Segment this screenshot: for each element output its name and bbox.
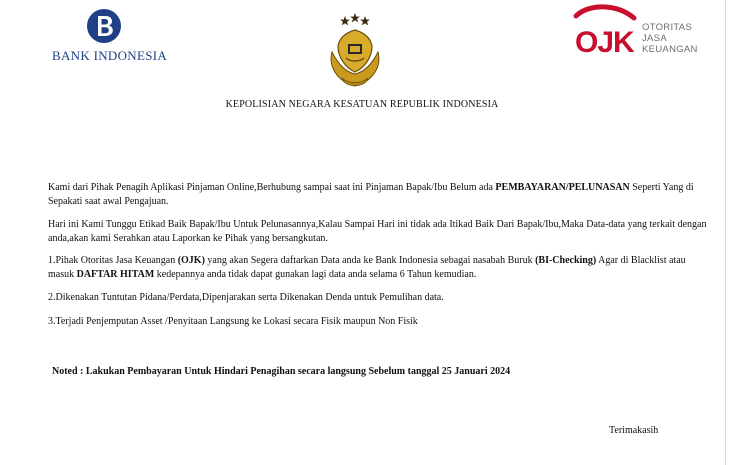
ojk-word-3: KEUANGAN: [642, 44, 698, 55]
noted-deadline: Noted : Lakukan Pembayaran Untuk Hindari Penagihan secara langsung Sebelum tanggal 25 Januari 2024: [52, 366, 511, 377]
polri-emblem-logo: [326, 12, 384, 94]
ojk-word-2: JASA: [642, 33, 667, 44]
point1-text-c: Agar di Blacklist atau masuk: [48, 255, 686, 280]
page-edge-line: [725, 0, 726, 465]
paragraph-point-3: 3.Terjadi Penjemputan Asset /Penyitaan Langsung ke Lokasi secara Fisik maupun Non Fisik: [48, 316, 418, 327]
bank-indonesia-logo: [50, 8, 168, 66]
closing-text: Terimakasih: [609, 425, 659, 436]
intro-bold-payment: PEMBAYARAN/PELUNASAN: [495, 182, 630, 193]
paragraph-point-1: [48, 254, 708, 281]
paragraph-intro: [48, 181, 708, 208]
point1-text-d: kedepannya anda tidak dapat gunakan lagi data anda selama 6 Tahun kemudian.: [154, 268, 477, 280]
paragraph-point-2: 2.Dikenakan Tuntutan Pidana/Perdata,Dipenjarakan serta Dikenakan Denda untuk Pemulihan data.: [48, 292, 444, 303]
point1-text-a: 1.Pihak Otoritas Jasa Keuangan: [48, 255, 178, 266]
ojk-logo: [572, 4, 712, 60]
ojk-word-1: OTORITAS: [642, 22, 693, 33]
intro-text-a: Kami dari Pihak Penagih Aplikasi Pinjaman Online,Berhubung sampai saat ini Pinjaman Bapak/Ibu Belum ada: [48, 182, 496, 193]
point1-text-b: yang akan Segera daftarkan Data anda ke Bank Indonesia sebagai nasabah Buruk: [204, 255, 536, 266]
intro-text-b: Seperti Yang di Sepakati saat awal Pengajuan.: [48, 182, 694, 207]
ojk-mark-text: OJK: [575, 26, 634, 59]
point1-bold-blacklist: DAFTAR HITAM: [76, 268, 155, 280]
polri-emblem-icon: [326, 12, 384, 90]
paragraph-warning: Hari ini Kami Tunggu Etikad Baik Bapak/Ibu Untuk Pelunasannya,Kalau Sampai Hari ini tidak ada Itikad Baik Dari Bapak/Ibu,Maka Data-data yang terkait dengan anda,akan kami Serahkan atau Laporkan ke Pihak yang bersangkutan.: [48, 219, 707, 244]
bank-indonesia-name: BANK INDONESIA: [52, 48, 168, 63]
point1-bold-ojk: (OJK): [177, 255, 205, 266]
ojk-mark-icon: [572, 4, 640, 60]
ojk-full-name: [642, 22, 712, 55]
document-heading: KEPOLISIAN NEGARA KESATUAN REPUBLIK INDONESIA: [225, 99, 499, 110]
point1-bold-bi-checking: (BI-Checking): [535, 255, 597, 266]
bank-indonesia-emblem-icon: [86, 8, 122, 44]
